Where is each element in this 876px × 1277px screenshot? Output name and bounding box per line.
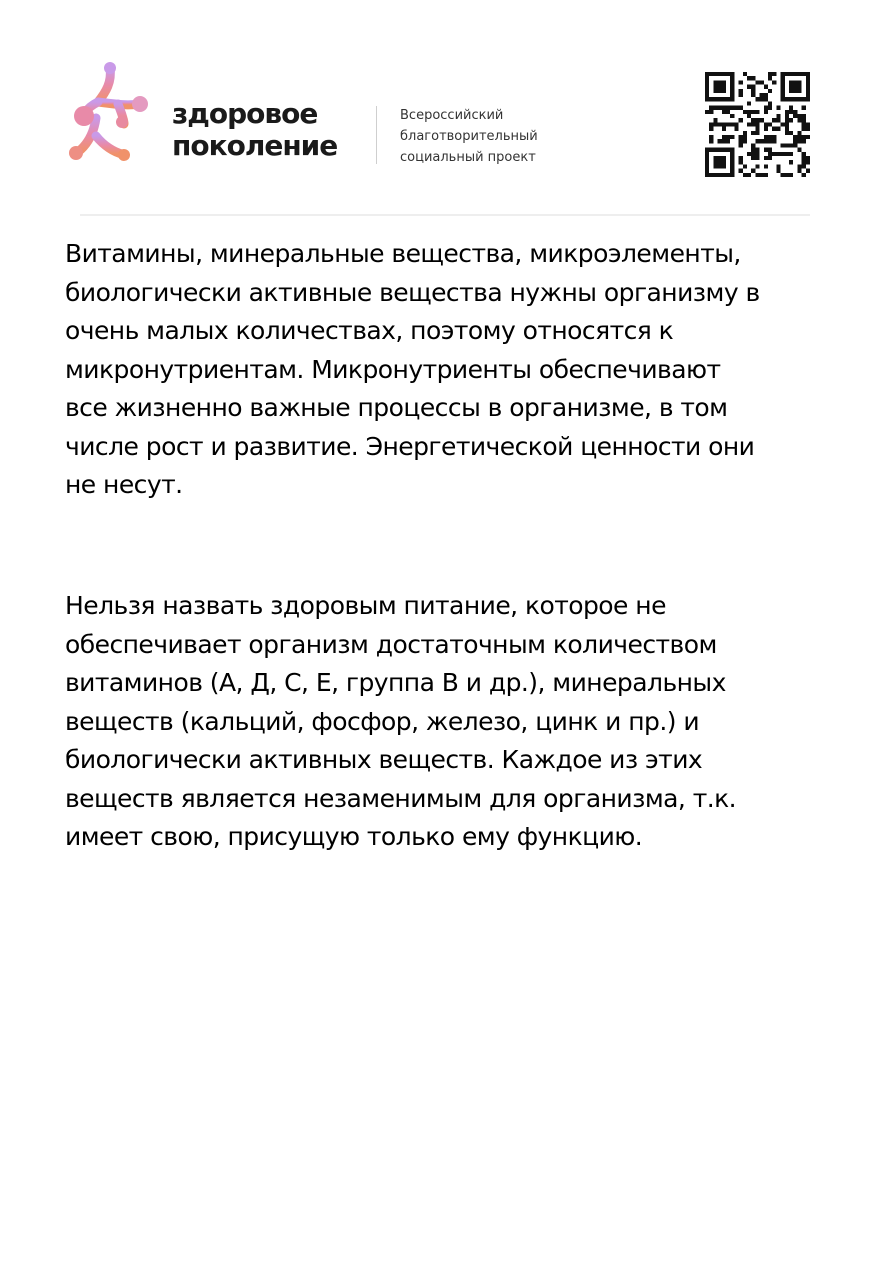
brand-divider xyxy=(376,106,377,164)
brand-tagline xyxy=(400,105,600,168)
text-line: не несут. xyxy=(65,470,183,499)
paragraph-micronutrients xyxy=(65,235,825,505)
text-line: веществ (кальций, фосфор, железо, цинк и пр.) и xyxy=(65,706,700,736)
tagline-line: благотворительный xyxy=(400,129,538,144)
text-line: микронутриентам. Микронутриенты обеспечивают xyxy=(65,354,721,384)
brand-name xyxy=(172,98,372,162)
paragraph-healthy-nutrition xyxy=(65,587,825,857)
text-line: все жизненно важные процессы в организме, в том xyxy=(65,393,728,422)
text-line: биологически активных веществ. Каждое из этих xyxy=(65,745,703,774)
text-line: биологически активные вещества нужны организму в xyxy=(65,277,760,307)
text-line: Витамины, минеральные вещества, микроэлементы, xyxy=(65,239,741,268)
text-line: обеспечивает организм достаточным количеством xyxy=(65,629,717,659)
brand-name-line: здоровое xyxy=(172,97,318,130)
brand-name-line: поколение xyxy=(172,129,338,162)
molecule-logo-icon xyxy=(66,58,156,168)
text-line: очень малых количествах, поэтому относятся к xyxy=(65,316,674,345)
page-header xyxy=(0,0,876,216)
text-line: числе рост и развитие. Энергетической ценности они xyxy=(65,431,755,461)
header-divider xyxy=(80,214,810,216)
tagline-line: социальный проект xyxy=(400,150,536,165)
text-line: витаминов (А, Д, С, Е, группа В и др.), минеральных xyxy=(65,668,726,697)
tagline-line: Всероссийский xyxy=(400,108,504,123)
text-line: веществ является незаменимым для организма, т.к. xyxy=(65,783,737,813)
text-line: имеет свою, присущую только ему функцию. xyxy=(65,822,643,851)
qr-code-icon xyxy=(705,72,810,177)
text-line: Нельзя назвать здоровым питание, которое не xyxy=(65,591,666,620)
